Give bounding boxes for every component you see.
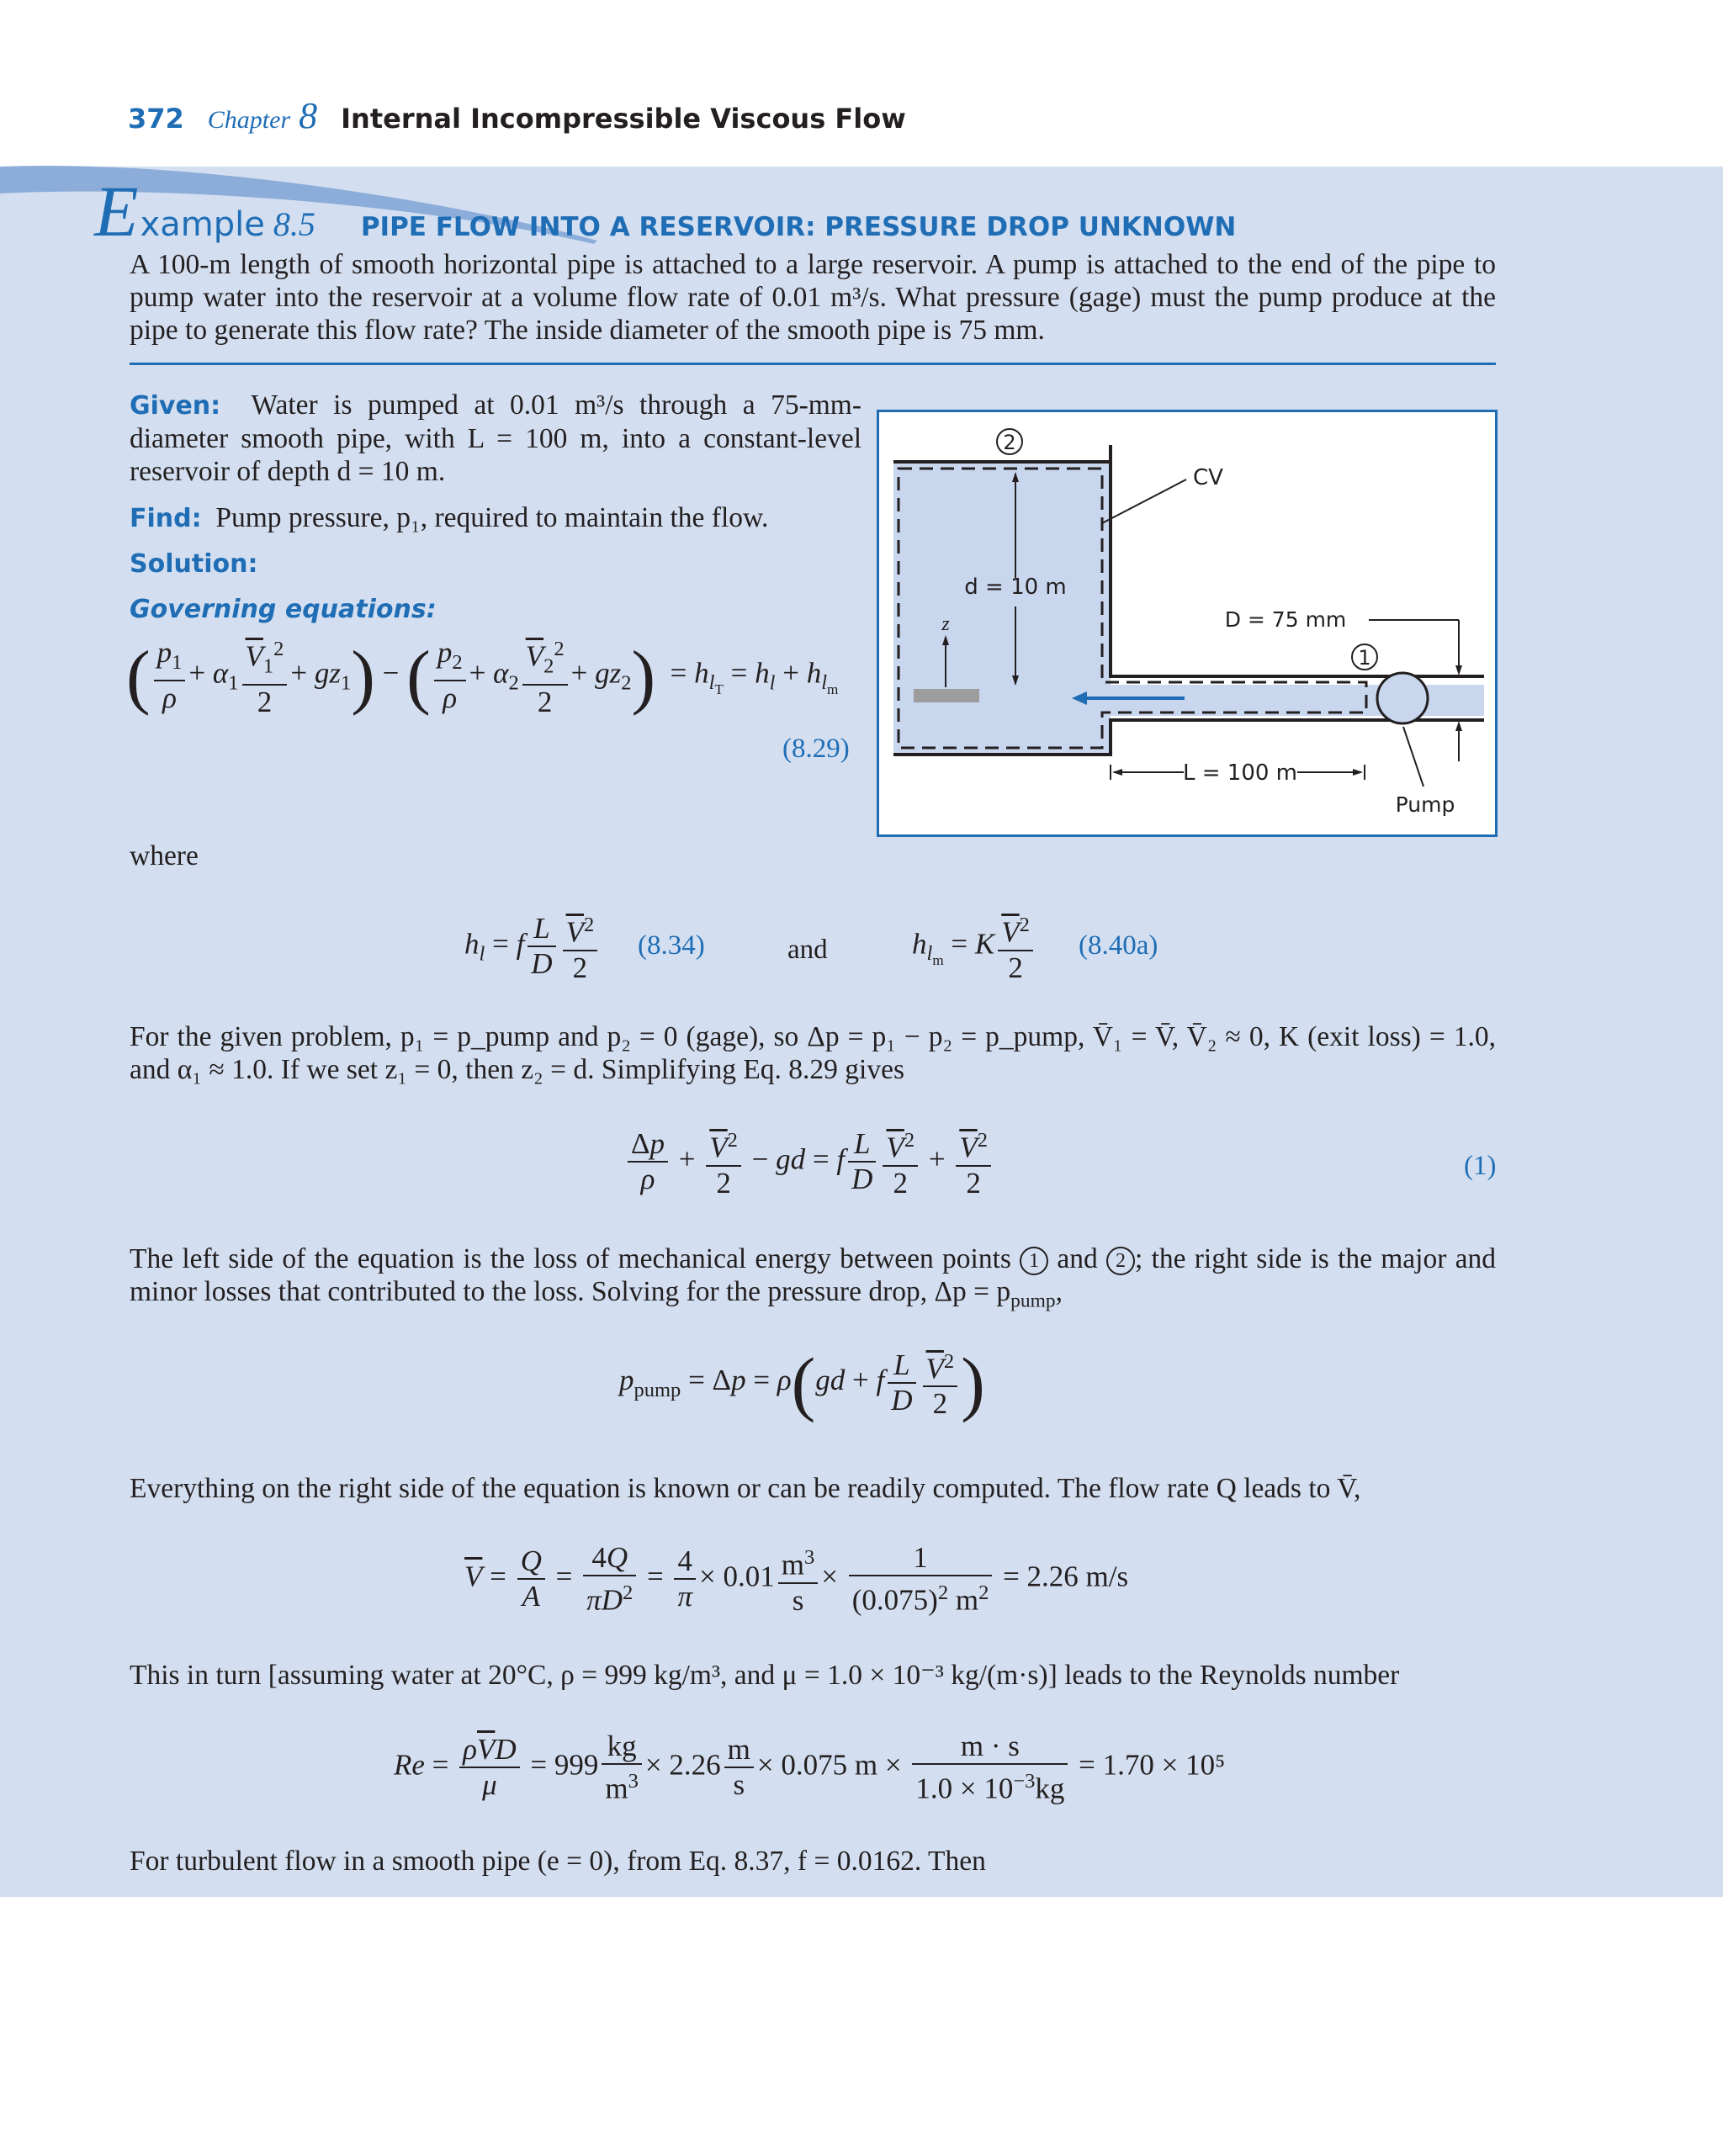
left-side-paragraph: The left side of the equation is the loss of mechanical energy between points 1 and 2 ; the right side is the major and minor losses that contributed to the loss. Solving for the pressure drop, $\Delta p = p_{pump}$, — [130, 1243, 1497, 1312]
pump-label: Pump — [1395, 792, 1455, 817]
velocity-result: = 2.26 m/s — [1003, 1560, 1129, 1593]
example-initial: E — [94, 171, 139, 252]
find-text: Pump pressure, p₁, required to maintain the flow. — [215, 502, 769, 533]
equation-number-1: (1) — [1464, 1151, 1497, 1181]
equation-pump-pressure: $p_{pump} = \Delta p = \rho(gd + f$ $\frac{L}{D}$ $\frac{\overline{V}^2}{2}$ ) — [619, 1343, 985, 1423]
pump-circle — [1377, 673, 1428, 723]
equation-minor-loss: $h_{l_m} = K$ $\frac{\overline{V}^2}{2}$ — [912, 908, 1036, 985]
example-number: 8.5 — [273, 205, 315, 243]
given-text: Water is pumped at 0.01 m³/s through a 75-mm-diameter smooth pipe, with L = 100 m, into a constant-level reservoir of depth d = 10 m. — [130, 389, 862, 487]
running-head — [128, 94, 906, 136]
chapter-title: Internal Incompressible Viscous Flow — [341, 103, 906, 135]
find-block — [130, 501, 862, 535]
equation-velocity: $\overline{V}$ = $\frac{Q}{A}$ = $\frac{4Q}{\pi D^2}$ = $\frac{4}{\pi}$ × 0.01 $\frac{m^3}{s}$ × $\frac{1}{(0.075)^2 m^2}$ = 2.26 m/s — [464, 1541, 1129, 1617]
point-2-inline: 2 — [1106, 1247, 1135, 1275]
page-number: 372 — [128, 103, 184, 135]
and-word: and — [787, 935, 828, 965]
chapter-number: 8 — [299, 95, 318, 136]
turbulent-paragraph: For turbulent flow in a smooth pipe (e = 0), from Eq. 8.37, f = 0.0162. Then — [130, 1846, 986, 1877]
governing-label: Governing equations: — [130, 595, 437, 624]
example-title: PIPE FLOW INTO A RESERVOIR: PRESSURE DROP UNKNOWN — [360, 212, 1237, 242]
cv-label: CV — [1193, 465, 1223, 490]
where-text: where — [130, 840, 199, 871]
equation-simplified: $\frac{\Delta p}{\rho}$ + $\frac{\overline{V}^2}{2}$ − gd = f $\frac{L}{D}$ $\frac{\overline{V}^2}{2}$ + $\frac{\overline{V}^2}{2}$ — [624, 1124, 994, 1200]
chapter-label: Chapter — [207, 106, 291, 134]
solution-label: Solution: — [130, 549, 258, 579]
reynolds-paragraph: This in turn [assuming water at 20°C, ρ = 999 kg/m³, and μ = 1.0 × 10⁻³ kg/(m·s)] leads to the Reynolds number — [130, 1660, 1400, 1691]
datum-block — [914, 689, 979, 702]
given-label: Given: — [130, 391, 221, 421]
equation-energy: ( $\frac{p_1}{\rho}$ + $\alpha_1$ $\frac{\overline{V}_1^2}{2}$ + $gz_1$) − ( $\frac{p_2}{\rho}$ + $\alpha_2$ $\frac{\overline{V}_2^2}{2}$ + $gz_2) = h_{l_T} = h_l + h_{l_m}$ — [126, 633, 838, 719]
example-heading — [94, 171, 1237, 252]
diameter-label: D = 75 mm — [1224, 607, 1347, 632]
section-rule — [130, 363, 1496, 365]
everything-paragraph: Everything on the right side of the equation is known or can be readily computed. The flow rate Q leads to V̄, — [130, 1473, 1361, 1504]
problem-statement: A 100-m length of smooth horizontal pipe is attached to a large reservoir. A pump is attached to the end of the pipe to pump water into the reservoir at a volume flow rate of 0.01 m³/s. What pressure (gage) must the pump produce at the pipe to generate this flow rate? The inside diameter of the smooth pipe is 75 mm. — [130, 249, 1496, 346]
example-word: xample — [140, 205, 265, 244]
equation-major-loss: $h_l = f$ $\frac{L}{D}$ $\frac{\overline{V}^2}{2}$ — [464, 908, 601, 985]
find-label: Find: — [130, 504, 202, 533]
equation-reynolds: Re = $\frac{\rho\overline{V}D}{\mu}$ = 999 $\frac{kg}{m^3}$ × 2.26 $\frac{m}{s}$ × 0.075 m × $\frac{m \cdot s}{1.0 \times 10^{-3}kg}$ = 1.70 × 10⁵ — [394, 1730, 1226, 1805]
reservoir-figure — [877, 410, 1498, 837]
point-1-label: 1 — [1358, 646, 1371, 670]
equation-number-8-34: (8.34) — [638, 930, 705, 961]
reynolds-result: = 1.70 × 10⁵ — [1079, 1748, 1226, 1782]
point-1-inline: 1 — [1020, 1247, 1048, 1275]
point-2-label: 2 — [1003, 431, 1016, 454]
length-label: L = 100 m — [1182, 760, 1298, 786]
equation-number-8-40a: (8.40a) — [1079, 930, 1158, 961]
given-block — [130, 389, 862, 488]
z-label: z — [941, 613, 950, 635]
given-problem-paragraph: For the given problem, p₁ = p_pump and p₂ = 0 (gage), so Δp = p₁ − p₂ = p_pump, V̄₁ = V̄, V̄₂ ≈ 0, K (exit loss) = 1.0, and α₁ ≈ 1.0. If we set z₁ = 0, then z₂ = d. Simplifying Eq. 8.29 gives — [130, 1021, 1496, 1085]
equation-number-8-29: (8.29) — [782, 734, 850, 764]
depth-label: d = 10 m — [964, 575, 1067, 600]
